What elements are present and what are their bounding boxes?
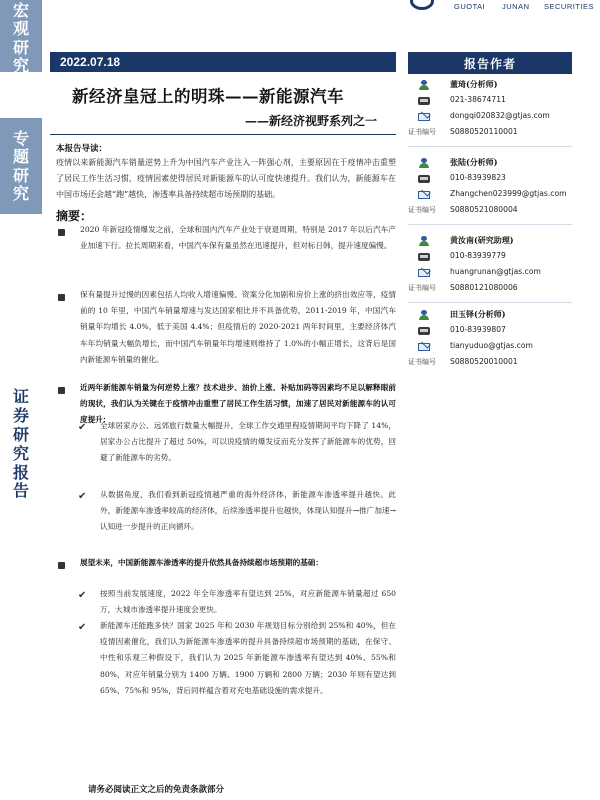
author-name: 黄汝南(研究助理) (450, 235, 514, 245)
author-card (408, 78, 572, 144)
author-cert: S0880121080006 (450, 283, 518, 292)
divider (408, 146, 572, 147)
square-bullet-icon (58, 294, 65, 301)
cert-label: 证书编号 (408, 284, 436, 292)
checkmark-icon: ✔ (78, 422, 87, 433)
person-icon (418, 236, 430, 246)
sidebar-report-type (0, 387, 42, 501)
disclaimer-note: 请务必阅读正文之后的免责条款部分 (88, 785, 225, 795)
logo-text-guotai: GUOTAI (454, 2, 486, 11)
checkmark-icon: ✔ (78, 491, 87, 502)
author-phone: 010-83939807 (450, 325, 506, 334)
sub-point-b1: 按照当前发展速度，2022 年全年渗透率有望达到 25%，对应新能源车销量超过 650 万，大城市渗透率提升速度会更快。 (100, 589, 396, 615)
author-email[interactable]: Zhangchen023999@gtjas.com (450, 189, 567, 198)
author-card (408, 234, 572, 300)
cert-label: 证书编号 (408, 358, 436, 366)
sub-point-a2: 从数据角度，我们看到新冠疫情越严重的海外经济体，新能源车渗透率提升越快。此外，新能源车渗透率较高的经济体，后续渗透率提升也越快，体现认知提升→推广加速→认知进一步提升的正向循环。 (100, 490, 396, 532)
sidebar-char: 报 (12, 462, 29, 482)
abstract-bullet-2: 保有量提升过慢的因素包括人均收入增速偏慢、资案分化加剧和房价上涨的挤出效应等，疫情前的 10 年里，中国汽车销量增速与发达国家相比并不具备优势，2011-2019 年，中国汽车销量年均增长 4.0%，低于美国 4.4%；但疫情后的 2020-2021 两年时间里，主要经济体汽车年均销量大幅负增长，而中国汽车销量年均增速则维持了 1.0%的小幅正增长，这背后是国内新能源车销量的催化。 (80, 290, 396, 364)
square-bullet-icon (58, 229, 65, 236)
cert-label: 证书编号 (408, 128, 436, 136)
square-bullet-icon (58, 387, 65, 394)
author-cert: S0880521080004 (450, 205, 518, 214)
author-cert: S0880520010001 (450, 357, 518, 366)
sidebar-char: 究 (12, 184, 29, 204)
person-icon (418, 80, 430, 90)
logo-text-securities: SECURITIES (544, 2, 595, 11)
sidebar-char: 告 (12, 481, 29, 501)
phone-icon (418, 253, 430, 261)
sidebar-char: 宏 (12, 1, 29, 20)
sidebar-category-topic (0, 118, 42, 214)
sidebar-char: 观 (12, 19, 29, 39)
sidebar-char: 究 (12, 443, 29, 463)
mail-icon (418, 191, 430, 199)
sub-point-b2: 新能源车还能跑多快？国家 2025 年和 2030 年规划目标分别给到 25%和 40%，但在疫情因素催化，我们认为新能源车渗透率的提升具备持续超市场预期的基础，在保守、中性和乐观三种假设下，我们认为 2025 年新能源车渗透率有望达到 40%、55%和 80%，对应年销量分别为 1400 万辆、1900 万辆和 2800 万辆；2030 年则有望达到 65%、75%和 95%，背后同样蕴含着对充电基础设施的需求提升。 (100, 621, 396, 695)
guide-label: 本报告导读： (56, 144, 108, 154)
author-phone: 021-38674711 (450, 95, 506, 104)
square-bullet-icon (58, 562, 65, 569)
logo-text-junan: JUNAN (502, 2, 530, 11)
abstract-bullet-3: 近两年新能源车销量为何逆势上涨？技术进步、油价上涨、补贴加码等因素均不足以解释眼前的现状，我们认为关键在于疫情冲击重塑了居民工作生活习惯，加速了居民对新能源车的认可度提升： (80, 383, 396, 425)
author-name: 张陆(分析师) (450, 157, 498, 167)
phone-icon (418, 327, 430, 335)
divider (408, 302, 572, 303)
guide-text: 疫情以来新能源汽车销量逆势上升为中国汽车产业注入一阵强心剂，主要原因在于疫情冲击重塑了居民工作生活习惯，疫情因素使得居民对新能源车的认可度快速提升。我们认为，新能源车在中国市场还会越“跑”越快，渗透率具备持续超市场预期的基础。 (56, 158, 396, 199)
author-cert: S0880520110001 (450, 127, 518, 136)
report-date: 2022.07.18 (60, 55, 121, 69)
mail-icon (418, 113, 430, 121)
left-sidebar (0, 0, 42, 800)
company-logo (404, 0, 600, 16)
checkmark-icon: ✔ (78, 622, 87, 633)
author-email[interactable]: huangrunan@gtjas.com (450, 267, 541, 276)
author-name: 田玉铎(分析师) (450, 309, 506, 319)
cert-label: 证书编号 (408, 206, 436, 214)
divider (50, 134, 396, 135)
sidebar-char: 券 (12, 405, 29, 425)
mail-icon (418, 269, 430, 277)
divider (408, 224, 572, 225)
authors-header: 报告作者 (408, 52, 572, 74)
report-subtitle: ——新经济视野系列之一 (245, 114, 378, 128)
abstract-bullet-1: 2020 年新冠疫情爆发之前，全球和国内汽车产业处于衰退周期，特别是 2017 年以后汽车产业加速下行。拉长周期来看，中国汽车保有量虽然在迅速提升，但对标日韩，提升速度偏慢。 (80, 225, 396, 251)
sidebar-char: 研 (12, 424, 29, 444)
sidebar-char: 专 (12, 129, 29, 148)
mail-icon (418, 343, 430, 351)
phone-icon (418, 175, 430, 183)
sub-point-a1: 全球居家办公、远郊旅行数量大幅提升，全球工作交通里程疫情期间平均下降了 14%，居家办公占比提升了超过 50%，可以说疫情的爆发反而充分发挥了新能源车的优势，回避了新能源车的劣势。 (100, 421, 396, 463)
abstract-label: 摘要： (56, 209, 93, 223)
sidebar-char: 证 (12, 387, 29, 406)
author-card (408, 156, 572, 222)
author-card (408, 308, 572, 374)
sidebar-char: 究 (12, 56, 29, 76)
logo-mark-icon (410, 0, 434, 10)
phone-icon (418, 97, 430, 105)
author-name: 董琦(分析师) (450, 79, 498, 89)
sidebar-category-macro (0, 0, 42, 76)
sidebar-char: 题 (12, 147, 29, 167)
report-date-bar (50, 52, 396, 72)
person-icon (418, 158, 430, 168)
sidebar-char: 研 (12, 165, 29, 185)
author-email[interactable]: tianyuduo@gtjas.com (450, 341, 533, 350)
abstract-bullet-4: 展望未来，中国新能源车渗透率的提升依然具备持续超市场预期的基础： (80, 558, 323, 567)
author-phone: 010-83939823 (450, 173, 506, 182)
sidebar-char: 研 (12, 37, 29, 57)
checkmark-icon: ✔ (78, 590, 87, 601)
author-email[interactable]: dongqi020832@gtjas.com (450, 111, 550, 120)
author-phone: 010-83939779 (450, 251, 506, 260)
report-title: 新经济皇冠上的明珠——新能源汽车 (72, 87, 344, 106)
person-icon (418, 310, 430, 320)
